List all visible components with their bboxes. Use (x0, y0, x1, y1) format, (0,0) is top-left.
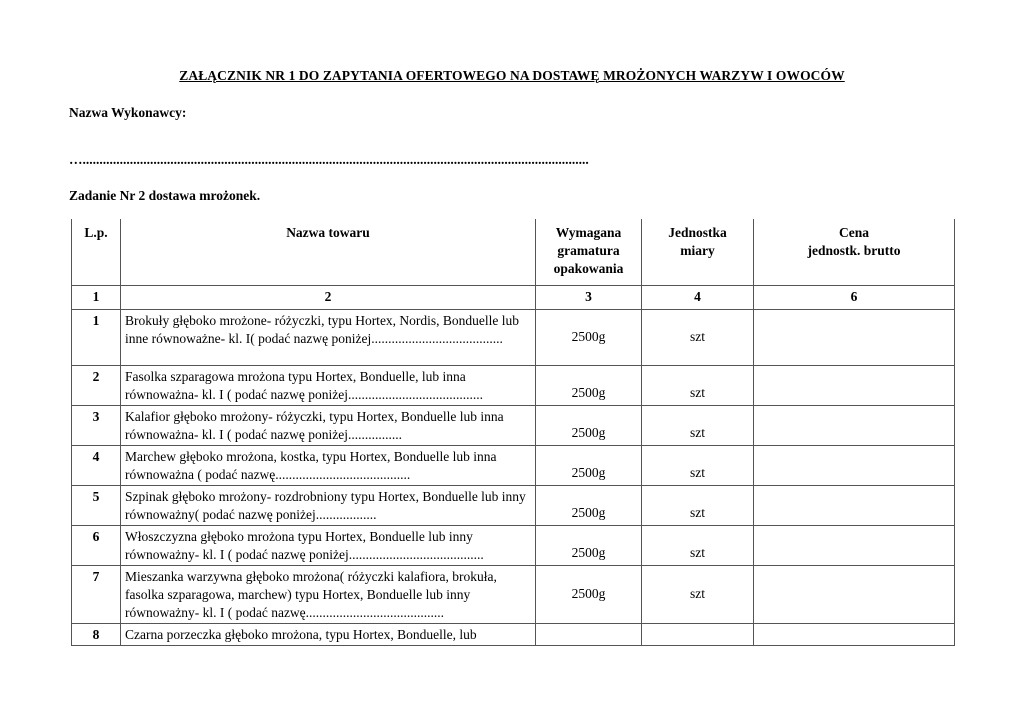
row-price-cell[interactable] (754, 405, 955, 445)
row-weight: 2500g (536, 365, 642, 405)
row-product-name: Czarna porzeczka głęboko mrożona, typu Hortex, Bonduelle, lub (121, 623, 536, 645)
row-weight (536, 623, 642, 645)
header-lp: L.p. (72, 219, 121, 285)
table-row (72, 445, 955, 485)
row-weight: 2500g (536, 525, 642, 565)
table-row (72, 623, 955, 645)
row-lp: 1 (72, 309, 121, 365)
header-product-name: Nazwa towaru (121, 219, 536, 285)
header-weight-line1: Wymagana (555, 225, 622, 240)
row-lp: 8 (72, 623, 121, 645)
row-weight: 2500g (536, 309, 642, 365)
row-product-name: Włoszczyzna głęboko mrożona typu Hortex, Bonduelle lub inny równoważny- kl. I ( podać nazwę poniżej........................................ (121, 525, 536, 565)
column-number: 6 (754, 285, 955, 309)
row-weight: 2500g (536, 565, 642, 623)
row-product-name: Szpinak głęboko mrożony- rozdrobniony typu Hortex, Bonduelle lub inny równoważny( podać nazwę poniżej.................. (121, 485, 536, 525)
header-weight-line2: gramatura (557, 243, 620, 258)
row-unit (642, 623, 754, 645)
row-lp: 2 (72, 365, 121, 405)
header-unit-price (754, 219, 955, 285)
column-number: 1 (72, 285, 121, 309)
row-product-name: Brokuły głęboko mrożone- różyczki, typu Hortex, Nordis, Bonduelle lub inne równoważne- kl. I( podać nazwę poniżej....................................... (121, 309, 536, 365)
row-unit: szt (642, 485, 754, 525)
row-price-cell[interactable] (754, 623, 955, 645)
table-row (72, 525, 955, 565)
column-number: 2 (121, 285, 536, 309)
row-price-cell[interactable] (754, 525, 955, 565)
row-price-cell[interactable] (754, 565, 955, 623)
contractor-name-label: Nazwa Wykonawcy: (69, 105, 187, 120)
row-price-cell[interactable] (754, 309, 955, 365)
header-price-line1: Cena (839, 225, 869, 240)
row-unit: szt (642, 445, 754, 485)
row-product-name: Mieszanka warzywna głęboko mrożona( różyczki kalafiora, brokuła, fasolka szparagowa, marchew) typu Hortex, Bonduelle lub inny równoważny- kl. I ( podać nazwę......................................... (121, 565, 536, 623)
row-lp: 3 (72, 405, 121, 445)
row-lp: 5 (72, 485, 121, 525)
row-lp: 6 (72, 525, 121, 565)
row-unit: szt (642, 405, 754, 445)
column-number: 4 (642, 285, 754, 309)
table-header-row (72, 219, 955, 285)
column-number-row (72, 285, 955, 309)
offer-table (71, 219, 955, 646)
row-lp: 4 (72, 445, 121, 485)
row-product-name: Marchew głęboko mrożona, kostka, typu Hortex, Bonduelle lub inna równoważna ( podać nazwę........................................ (121, 445, 536, 485)
table-row (72, 565, 955, 623)
header-unit-line2: miary (680, 243, 715, 258)
header-unit-line1: Jednostka (668, 225, 727, 240)
header-required-weight (536, 219, 642, 285)
header-unit (642, 219, 754, 285)
row-unit: szt (642, 565, 754, 623)
row-price-cell[interactable] (754, 485, 955, 525)
document-title: ZAŁĄCZNIK NR 1 DO ZAPYTANIA OFERTOWEGO NA DOSTAWĘ MROŻONYCH WARZYW I OWOCÓW (179, 68, 845, 83)
header-weight-line3: opakowania (553, 261, 624, 276)
row-product-name: Fasolka szparagowa mrożona typu Hortex, Bonduelle, lub inna równoważna- kl. I ( podać nazwę poniżej........................................ (121, 365, 536, 405)
table-row (72, 309, 955, 365)
row-unit: szt (642, 309, 754, 365)
row-price-cell[interactable] (754, 445, 955, 485)
column-number: 3 (536, 285, 642, 309)
row-product-name: Kalafior głęboko mrożony- różyczki, typu Hortex, Bonduelle lub inna równoważna- kl. I ( podać nazwę poniżej................ (121, 405, 536, 445)
row-weight: 2500g (536, 485, 642, 525)
task-title: Zadanie Nr 2 dostawa mrożonek. (69, 188, 261, 203)
row-weight: 2500g (536, 445, 642, 485)
row-price-cell[interactable] (754, 365, 955, 405)
row-weight: 2500g (536, 405, 642, 445)
table-row (72, 485, 955, 525)
row-unit: szt (642, 365, 754, 405)
row-lp: 7 (72, 565, 121, 623)
header-price-line2: jednostk. brutto (807, 243, 901, 258)
table-row (72, 405, 955, 445)
row-unit: szt (642, 525, 754, 565)
contractor-name-dotted-field[interactable]: …...................................................................................................................................................... (69, 152, 589, 167)
table-row (72, 365, 955, 405)
